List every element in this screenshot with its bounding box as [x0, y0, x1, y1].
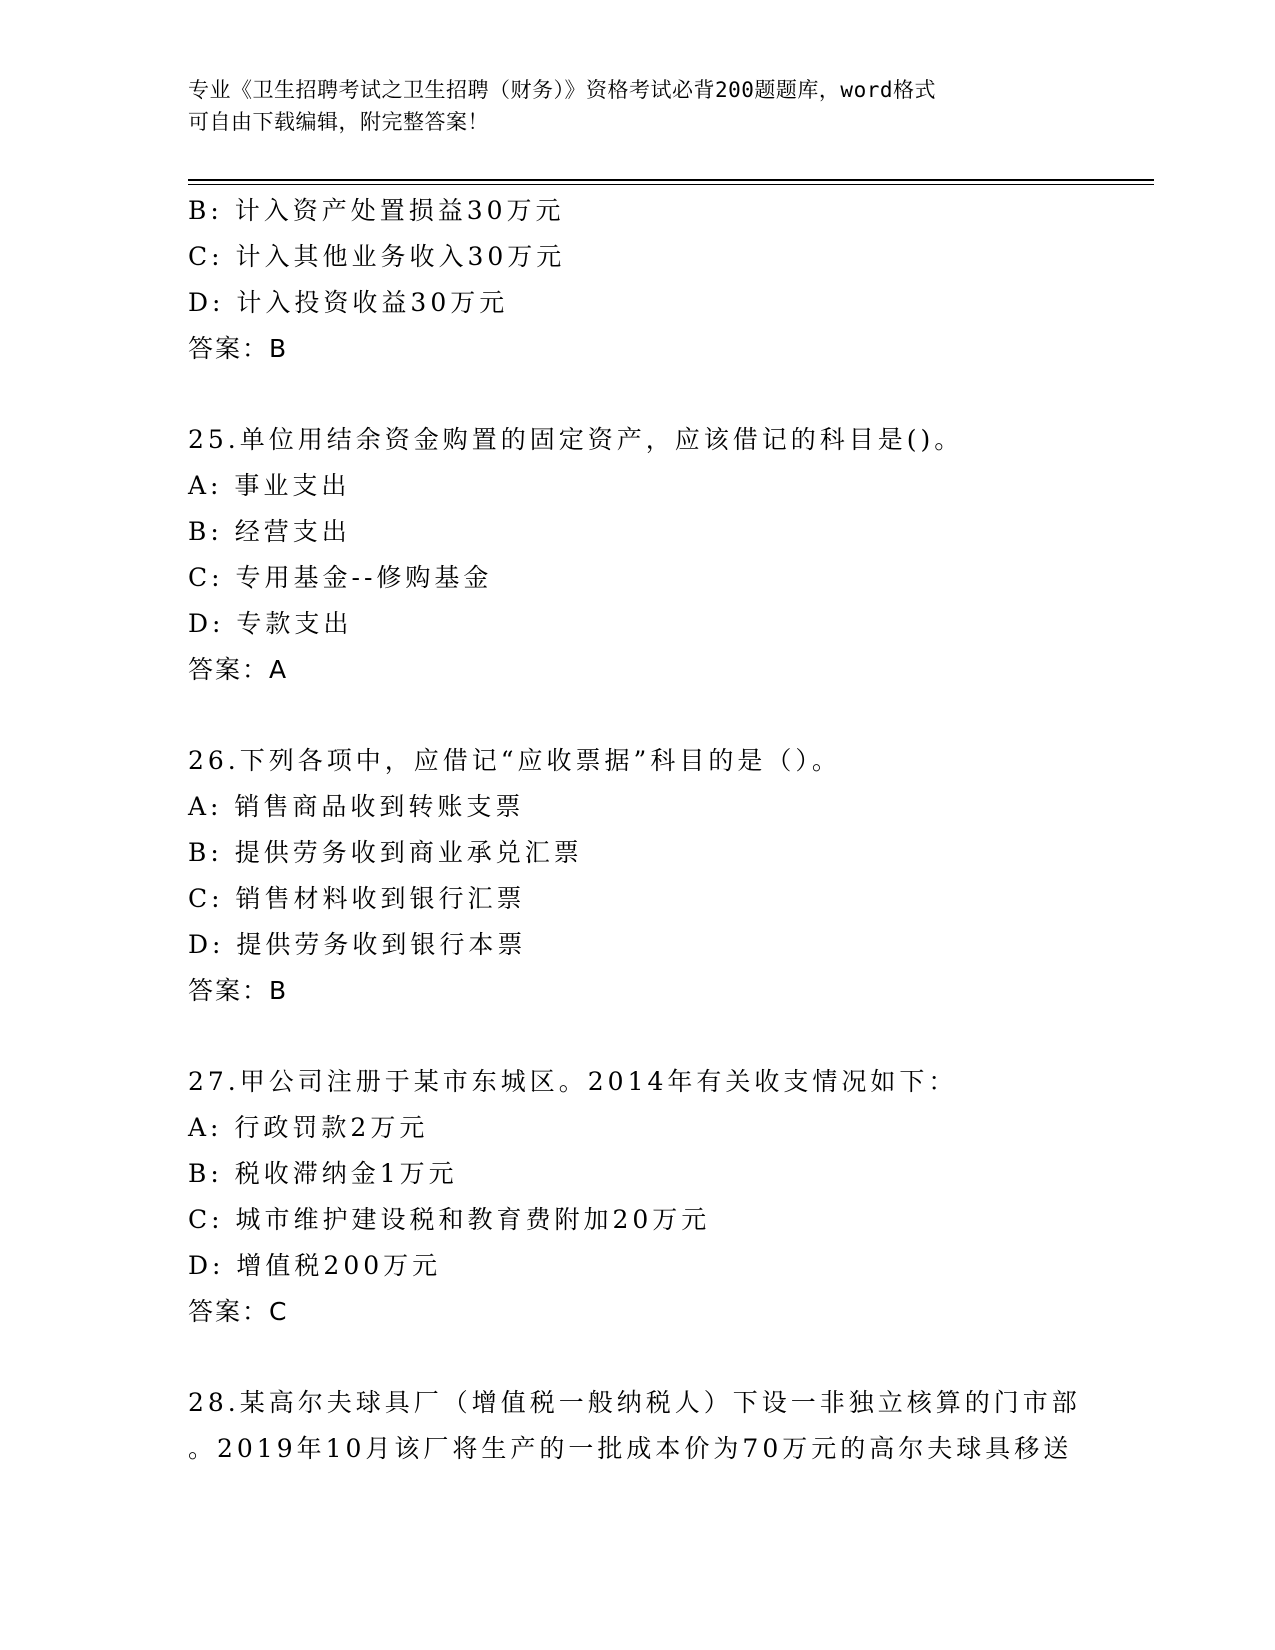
document-header: [188, 74, 1088, 138]
option-d: D: 计入投资收益30万元: [188, 288, 509, 317]
answer-line: 答案：C: [188, 1297, 289, 1326]
question-stem: 26.下列各项中，应借记“应收票据”科目的是（）。: [188, 746, 841, 775]
question-stem-line-1: 28.某高尔夫球具厂（增值税一般纳税人）下设一非独立核算的门市部: [188, 1388, 1081, 1417]
header-title-line-2: 可自由下载编辑，附完整答案！: [188, 110, 489, 134]
question-list: [188, 188, 1088, 1472]
question-stem: 25.单位用结余资金购置的固定资产，应该借记的科目是()。: [188, 425, 964, 454]
question-block-26: [188, 738, 1088, 1014]
option-a: A: 行政罚款2万元: [188, 1113, 429, 1142]
option-d: D: 提供劳务收到银行本票: [188, 930, 527, 959]
option-c: C: 销售材料收到银行汇票: [188, 884, 526, 913]
question-block-27: [188, 1059, 1088, 1335]
question-stem: 27.甲公司注册于某市东城区。2014年有关收支情况如下：: [188, 1067, 958, 1096]
question-stem-line-2: 。2019年10月该厂将生产的一批成本价为70万元的高尔夫球具移送: [188, 1434, 1073, 1463]
option-d: D: 增值税200万元: [188, 1251, 442, 1280]
question-block-28: [188, 1380, 1088, 1472]
question-block-25: [188, 417, 1088, 693]
header-divider-thin: [188, 184, 1154, 185]
option-d: D: 专款支出: [188, 609, 353, 638]
header-title-line-1: 专业《卫生招聘考试之卫生招聘（财务）》资格考试必背200题题库，word格式: [188, 78, 936, 102]
option-b: B: 计入资产处置损益30万元: [188, 196, 565, 225]
option-c: C: 计入其他业务收入30万元: [188, 242, 566, 271]
option-b: B: 税收滞纳金1万元: [188, 1159, 458, 1188]
answer-line: 答案：B: [188, 976, 289, 1005]
answer-line: 答案：A: [188, 655, 289, 684]
option-c: C: 专用基金--修购基金: [188, 563, 493, 592]
option-c: C: 城市维护建设税和教育费附加20万元: [188, 1205, 711, 1234]
option-a: A: 销售商品收到转账支票: [188, 792, 525, 821]
answer-line: 答案：B: [188, 334, 289, 363]
option-a: A: 事业支出: [188, 471, 351, 500]
question-block-prev: [188, 188, 1088, 372]
option-b: B: 提供劳务收到商业承兑汇票: [188, 838, 583, 867]
option-b: B: 经营支出: [188, 517, 351, 546]
header-divider-thick: [188, 179, 1154, 181]
